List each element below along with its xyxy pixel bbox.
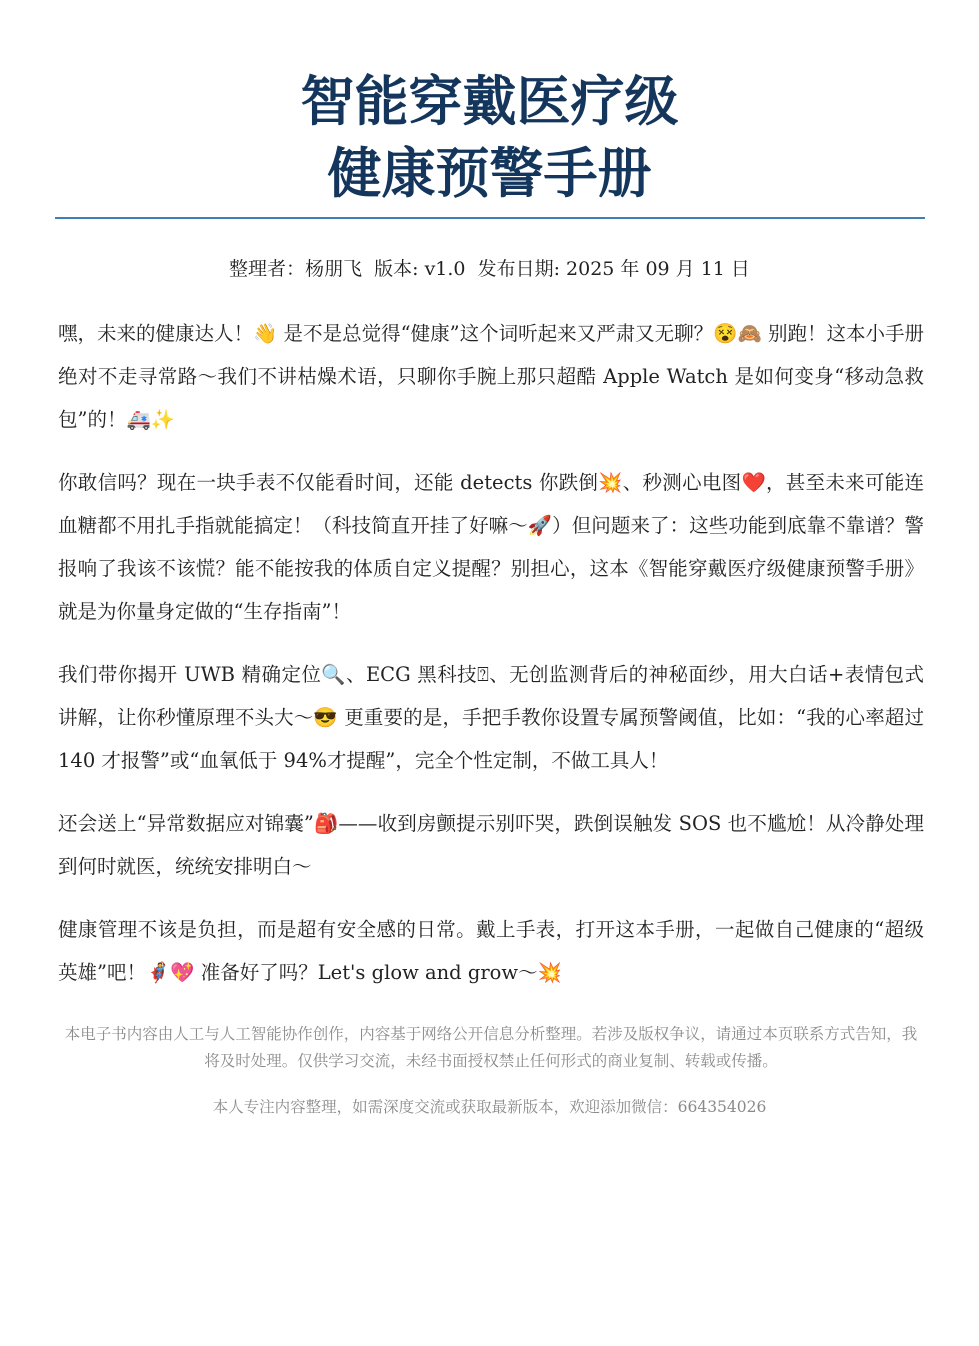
paragraph-tips: 还会送上“异常数据应对锦囊”🎒——收到房颤提示别吓哭，跌倒误触发 SOS 也不尴尬！从冷静处理到何时就医，统统安排明白～	[58, 812, 924, 878]
title-line-2: 健康预警手册	[327, 142, 652, 205]
document-title	[0, 66, 979, 210]
publish-date: 发布日期: 2025 年 09 月 11 日	[477, 258, 750, 280]
title-divider	[55, 217, 925, 219]
paragraph-closing: 健康管理不该是负担，而是超有安全感的日常。戴上手表，打开这本手册，一起做自己健康的“超级英雄”吧！🦸💖 准备好了吗？Let's glow and grow～💥	[58, 918, 924, 984]
editor-name: 杨朋飞	[305, 258, 363, 280]
paragraph-features: 你敢信吗？现在一块手表不仅能看时间，还能 detects 你跌倒💥、秒测心电图❤️，甚至未来可能连血糖都不用扎手指就能搞定！（科技简直开挂了好嘛～🚀）但问题来了：这些功能到底靠不靠谱？警报响了我该不该慌？能不能按我的体质自定义提醒？别担心，这本《智能穿戴医疗级健康预警手册》就是为你量身定做的“生存指南”！	[58, 471, 924, 623]
document-body	[58, 312, 924, 1014]
version: 版本: v1.0	[374, 258, 466, 280]
document-meta	[0, 254, 979, 284]
copyright-notice: 本电子书内容由人工与人工智能协作创作，内容基于网络公开信息分析整理。若涉及版权争议，请通过本页联系方式告知，我将及时处理。仅供学习交流，未经书面授权禁止任何形式的商业复制、转载或传播。	[64, 1025, 918, 1070]
editor-label: 整理者：	[229, 258, 306, 280]
paragraph-technology: 我们带你揭开 UWB 精确定位🔍、ECG 黑科技⍰、无创监测背后的神秘面纱，用大白话+表情包式讲解，让你秒懂原理不头大～😎 更重要的是，手把手教你设置专属预警阈值，比如：“我的心率超过 140 才报警”或“血氧低于 94%才提醒”，完全个性定制，不做工具人！	[58, 663, 924, 772]
title-line-1: 智能穿戴医疗级	[300, 70, 679, 133]
contact-info: 本人专注内容整理，如需深度交流或获取最新版本，欢迎添加微信：664354026	[212, 1098, 767, 1116]
paragraph-intro: 嘿，未来的健康达人！👋 是不是总觉得“健康”这个词听起来又严肃又无聊？😵🙈 别跑！这本小手册绝对不走寻常路～我们不讲枯燥术语，只聊你手腕上那只超酷 Apple Watch 是如何变身“移动急救包”的！🚑✨	[58, 322, 924, 431]
